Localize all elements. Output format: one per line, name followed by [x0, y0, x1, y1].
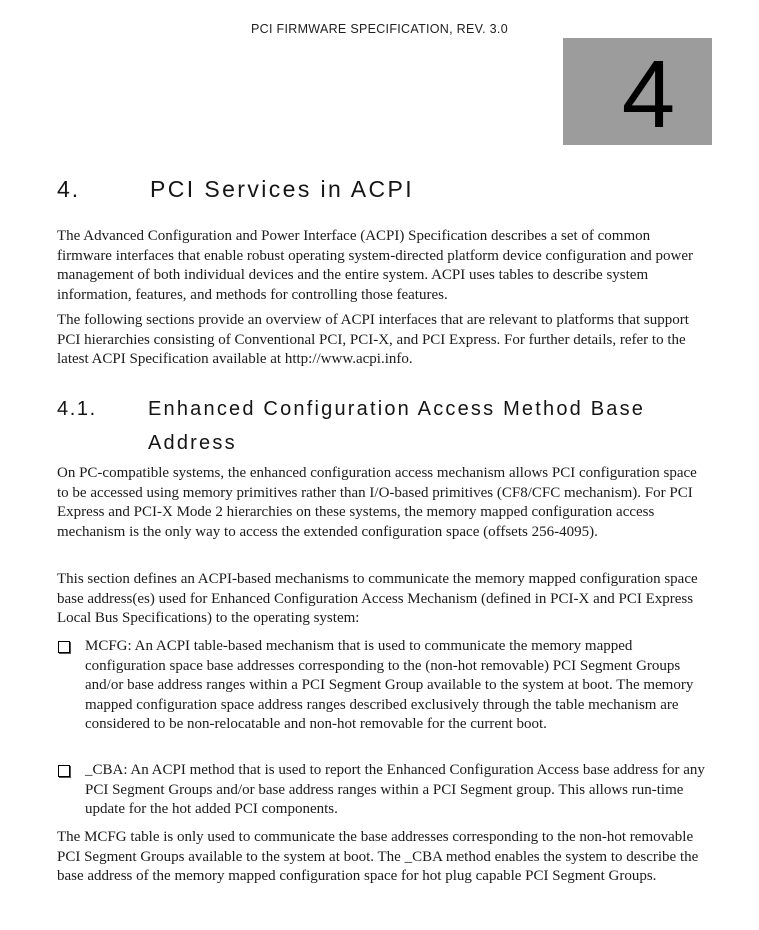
section-heading-number: 4.1.	[57, 398, 97, 420]
chapter-number-tab	[563, 38, 712, 148]
running-header: PCI FIRMWARE SPECIFICATION, REV. 3.0	[251, 22, 508, 36]
paragraph-pc-compatible: On PC-compatible systems, the enhanced configuration access mechanism allows PCI configuration space to be accessed using memory primitives rather than I/O-based primitives (CF8/CFC mechanism). For PCI Express and PCI-X Mode 2 hierarchies on these systems, the memory mapped configuration access mechanism is the only way to access the extended configuration space (offsets 256-4095).	[57, 465, 697, 540]
paragraph-sections-overview: The following sections provide an overview of ACPI interfaces that are relevant to platforms that support PCI hierarchies consisting of Conventional PCI, PCI-X, and PCI Express. For further details, refer to the latest ACPI Specification available at http://www.acpi.info.	[57, 312, 689, 367]
paragraph-mcfg-table-usage: The MCFG table is only used to communicate the base addresses corresponding to the non-hot removable PCI Segment Groups available to the system at boot. The _CBA method enables the system to describe the base address of the memory mapped configuration space for hot plug capable PCI Segment Groups.	[57, 829, 699, 884]
chapter-heading-number: 4.	[57, 176, 81, 202]
bullet-text: MCFG: An ACPI table-based mechanism that is used to communicate the memory mapped configuration space base addresses corresponding to the (non-hot removable) PCI Segment Groups and/or base address ranges within a PCI Segment Group available to the system at boot. The memory mapped configuration space address ranges described exclusively through the table mechanism are considered to be non-relocatable and non-hot removable for the current boot.	[85, 638, 694, 732]
chapter-heading-title: PCI Services in ACPI	[150, 176, 415, 202]
section-heading	[57, 392, 705, 460]
chapter-number: 4	[621, 40, 676, 148]
open-square-bullet-icon	[58, 641, 70, 653]
open-square-bullet-icon	[58, 765, 70, 777]
bullet-item-cba	[57, 761, 705, 820]
bullet-text: _CBA: An ACPI method that is used to report the Enhanced Configuration Access base address for any PCI Segment Groups and/or base address ranges within a PCI Segment group. This allows run-time update for the hot added PCI components.	[85, 762, 705, 817]
section-heading-title: Enhanced Configuration Access Method Base Address	[148, 398, 646, 454]
bullet-item-mcfg	[57, 637, 705, 735]
chapter-heading	[57, 176, 705, 203]
paragraph-section-defines: This section defines an ACPI-based mechanisms to communicate the memory mapped configuration space base address(es) used for Enhanced Configuration Access Mechanism (defined in PCI-X and PCI Express Local Bus Specifications) to the operating system:	[57, 571, 698, 626]
paragraph-acpi-overview: The Advanced Configuration and Power Interface (ACPI) Specification describes a set of common firmware interfaces that enable robust operating system-directed platform device configuration and power management of both individual devices and the entire system. ACPI uses tables to describe system information, features, and methods for controlling those features.	[57, 228, 693, 303]
